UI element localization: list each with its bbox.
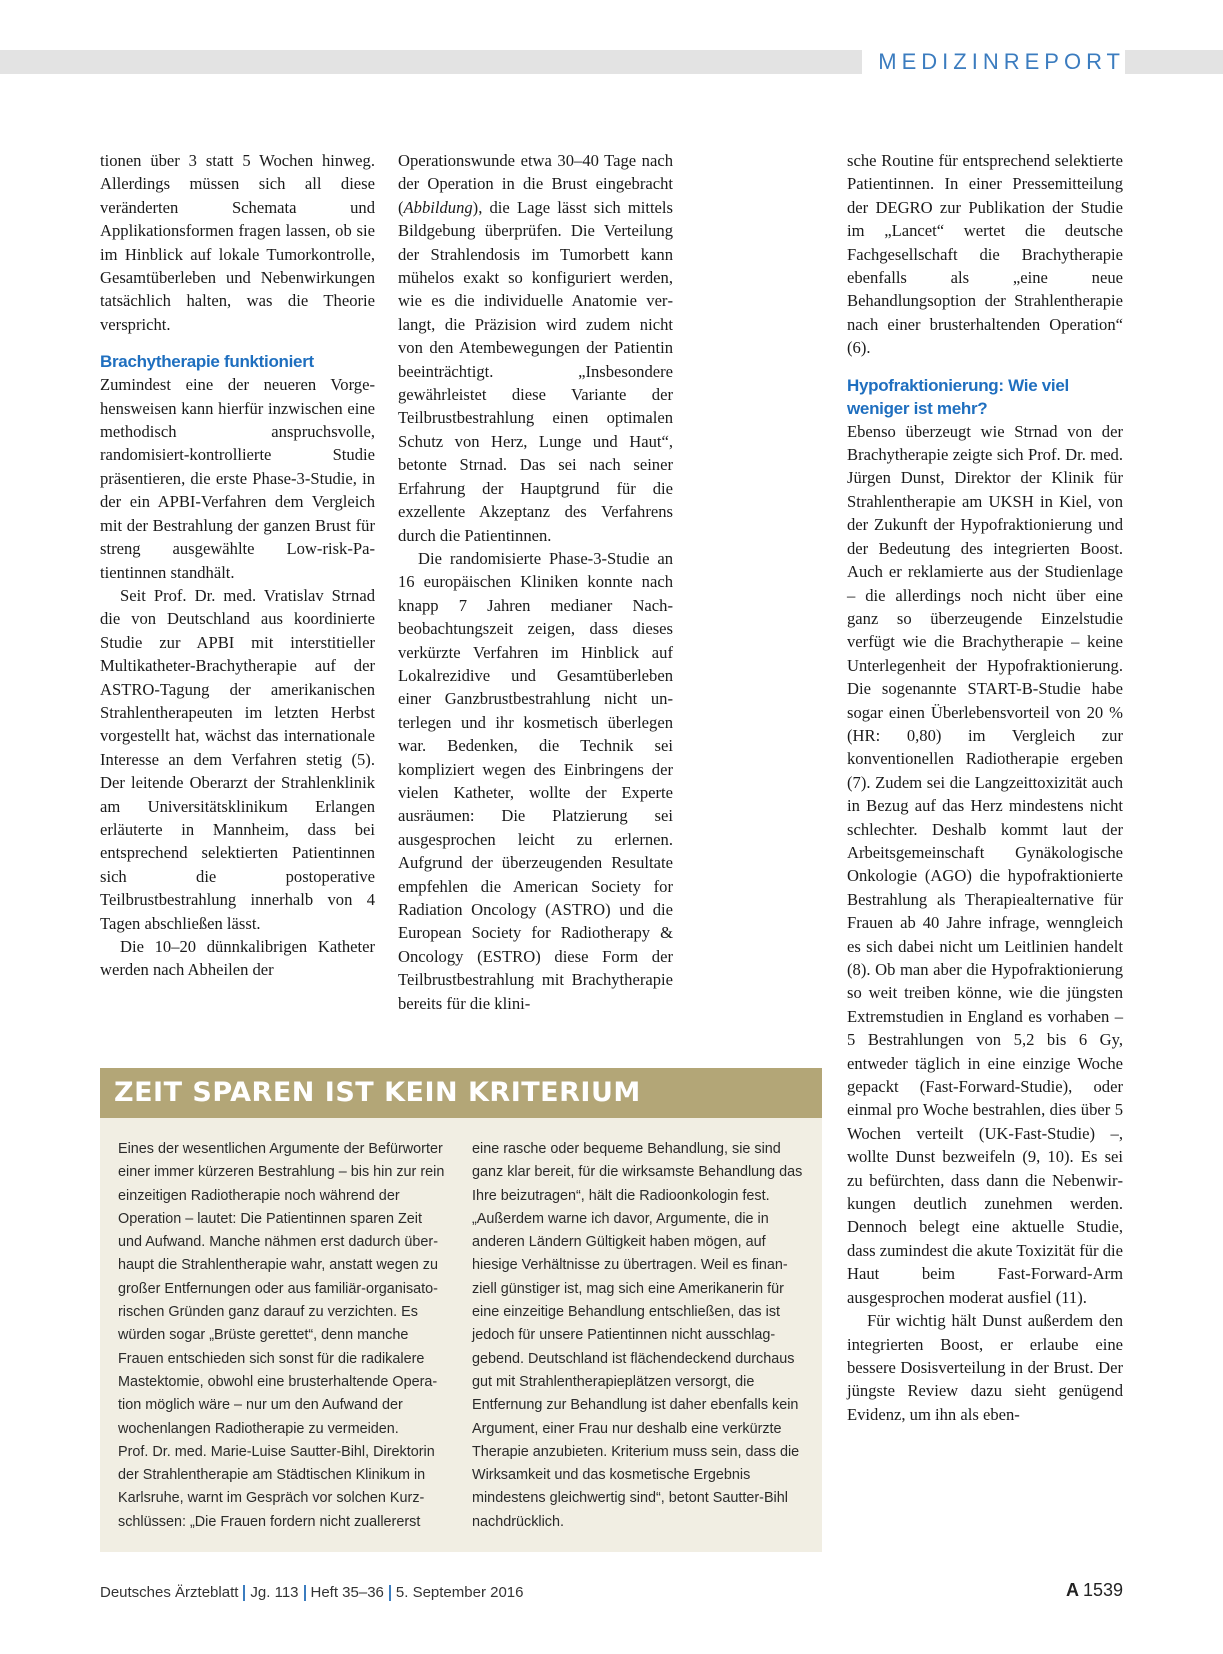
paragraph: tionen über 3 statt 5 Wochen hinweg. Allerdings müssen sich all diese veränderten Schemata und Applikationsformen fragen lassen, ob sie im Hinblick auf lokale Tumorkontrolle, Gesamtüberleben und Nebenwirkungen tatsächlich halten, was die Theorie verspricht. [100,151,375,334]
journal-name: Deutsches Ärzteblatt [100,1584,239,1601]
article-column-1 [100,149,375,982]
divider [243,1585,245,1601]
paragraph: Die 10–20 dünnkalibrigen Katheter werden nach Abheilen der [100,937,375,980]
paragraph: Zumindest eine der neueren Vorgehensweisen kann hierfür inzwischen eine methodisch anspruchsvolle, randomisiert-kontrollierte Studie präsentieren, die erste Phase-3-Studie, in der ein APBI-Verfahren dem Vergleich mit der Bestrahlung der ganzen Brust für streng ausgewählte Low-risk-Patientinnen standhält. [100,375,375,582]
paragraph: Ebenso überzeugt wie Strnad von der Brachytherapie zeigte sich Prof. Dr. med. Jürgen Dunst, Direktor der Klinik für Strahlentherapie am UKSH in Kiel, von der Zukunft der Hypofraktionierung und der Bedeutung des integrierten Boost. Auch er reklamierte aus der Studienlage – die allerdings noch nicht über eine ganz so überzeugende Einzelstudie verfügt wie die Brachytherapie – keine Unterlegenheit der Hypofraktionierung. Die sogenannte START-B-Studie habe sogar einen Überlebensvorteil von 20 % (HR: 0,80) im Vergleich zur konventionellen Radiotherapie ergeben (7). Zudem sei die Langzeittoxizität auch in Bezug auf das Herz mindestens nicht schlechter. Deshalb kommt laut der Arbeitsgemeinschaft Gynäkologische Onkologie (AGO) die hypofraktionierte Bestrahlung als Therapiealternative für Frauen ab 40 Jahre infrage, wenngleich es sich dabei nicht um Leitlinien handelt (8). Ob man aber die Hypofraktionierung so weit treiben könne, wie die jüngsten Extremstudien in England es vorhaben – 5 Bestrahlungen von 5,2 bis 6 Gy, entweder täglich in eine einzige Woche gepackt (Fast-Forward-Studie), oder einmal pro Woche bestrahlen, dies über 5 Wochen verteilt (UK-Fast-Studie) –, wollte Dunst bezweifeln (9, 10). Es sei zu befürchten, dass dann die Nebenwirkungen deutlich zunehmen werden. Dennoch belegt eine aktuelle Studie, dass zumindest die akute Toxizität für die Haut beim Fast-Forward-Arm ausgesprochen moderat ausfiel (11). [847,421,1123,1307]
info-box [100,1068,822,1552]
section-label: MEDIZINREPORT [862,48,1125,76]
article-column-2 [398,149,673,1015]
section-heading: Hypofraktionierung: Wie viel weniger ist mehr? [847,375,1069,418]
issue: Heft 35–36 [310,1584,384,1601]
paragraph: Die randomisierte Phase-3-Studie an 16 europäischen Kliniken konnte nach knapp 7 Jahren medianer Nachbeobachtungszeit zeigen, dass dieses verkürzte Verfahren im Hinblick auf Lokalrezidive und Gesamtüberleben einer Ganzbrustbestrahlung nicht unterlegen und ihr kosmetisch überlegen war. Bedenken, die Technik sei kompliziert wegen des Einbringens der vielen Katheter, wollte der Experte ausräumen: Die Platzierung sei ausgesprochen leicht zu erlernen. Aufgrund der überzeugenden Resultate empfehlen die American Society for Radiation Oncology (ASTRO) und die European Society for Radiotherapy & Oncology (ESTRO) diese Form der Teilbrustbestrahlung mit Brachytherapie bereits für die klini- [398,548,673,1013]
info-box-paragraph: Prof. Dr. med. Marie-Luise Sautter-Bihl, Direktorin der Strahlentherapie am Städtischen Klinikum in Karlsruhe, warnt im Gespräch vor solchen Kurzschlüssen: „Die Frauen fordern nicht zuallererst [118,1443,435,1530]
info-box-column-2 [472,1138,804,1534]
article-column-3 [847,149,1123,1426]
paragraph: Für wichtig hält Dunst außerdem den integrierten Boost, er erlaube eine bessere Dosisverteilung in der Brust. Der jüngste Review dazu sieht genügend Evidenz, um ihn als eben- [847,1311,1123,1424]
divider [389,1585,391,1601]
info-box-paragraph: eine rasche oder bequeme Behandlung, sie sind ganz klar bereit, für die wirksamste Behandlung das Ihre beizutragen“, hält die Radioonkologin fest. „Außerdem warne ich davor, Argumente, die in anderen Ländern Gültigkeit haben mögen, auf hiesige Verhältnisse zu übertragen. Weil es finanziell günstiger ist, mag sich eine Amerikanerin für eine einzeitige Behandlung entschließen, das ist jedoch für unsere Patientinnen nicht ausschlaggebend. Deutschland ist flächendeckend durchaus gut mit Strahlentherapieplätzen versorgt, die Entfernung zur Behandlung ist daher ebenfalls kein Argument, einer Frau nur deshalb eine verkürzte Therapie anzubieten. Kriterium muss sein, dass die Wirksamkeit und das kosmetische Ergebnis mindestens gleichwertig sind“, betont Sautter-Bihl nachdrücklich. [472,1141,803,1530]
text-run: Operationswunde etwa 30–40 Tage nach der Operation in die Brust eingebracht ( [398,151,673,217]
page-prefix: A [1065,1580,1079,1600]
footer-citation [100,1584,523,1601]
publication-date: 5. September 2016 [395,1584,524,1601]
paragraph: Seit Prof. Dr. med. Vratislav Strnad die von Deutschland aus koordinierte Studie zur APBI mit interstitieller Multikatheter-Brachytherapie auf der ASTRO-Tagung der amerikanischen Strahlentherapeuten im letzten Herbst vorgestellt hat, wächst das internationale Interesse an dem Verfahren stetig (5). Der leitende Oberarzt der Strahlenklinik am Universitätsklinikum Erlangen erläuterte in Mannheim, dass bei entsprechend selektierten Patientinnen sich die postoperative Teilbrustbestrahlung innerhalb von 4 Tagen abschließen lässt. [100,585,375,933]
text-run: ), die Lage lässt sich mittels Bildgebung überprüfen. Die Verteilung der Strahlendosis im Tumorbett kann mühelos exakt so konfiguriert werden, wie es die individuelle Anatomie verlangt, die Präzision wird zudem nicht von den Atembewegungen der Patientin beeinträchtigt. „Insbesondere gewährleistet diese Variante der Teilbrustbestrahlung einen optimalen Schutz von Herz, Lunge und Haut“, betonte Strnad. Das sei nach seiner Erfahrung der Hauptgrund für die exzellente Akzeptanz des Verfahrens durch die Patientinnen. [398,197,673,545]
page-number [1066,1580,1123,1601]
volume: Jg. 113 [250,1584,299,1601]
section-heading: Brachytherapie funktioniert [100,352,314,372]
info-box-column-1 [118,1138,448,1534]
info-box-title: ZEIT SPAREN IST KEIN KRITERIUM [100,1068,822,1118]
paragraph [398,149,673,547]
page-number-value: 1539 [1082,1580,1123,1600]
info-box-paragraph: Eines der wesentlichen Argumente der Befürworter einer immer kürzeren Bestrahlung – bis hin zur rein einzeitigen Radiotherapie noch während der Operation – lautet: Die Patientinnen sparen Zeit und Aufwand. Manche nähmen erst dadurch überhaupt die Strahlentherapie wahr, anstatt wegen zu großer Entfernungen oder aus familiär-organisatorischen Gründen ganz darauf zu verzichten. Es würden sogar „Brüste gerettet“, denn manche Frauen entschieden sich sonst für die radikalere Mastektomie, obwohl eine brusterhaltende Operation möglich wäre – nur um den Aufwand der wochenlangen Radiotherapie zu vermeiden. [118,1141,445,1437]
divider [304,1585,306,1601]
figure-reference: Abbildung [403,197,473,217]
paragraph: sche Routine für entsprechend selektierte Patientinnen. In einer Pressemitteilung der DEGRO zur Publikation der Studie im „Lancet“ wertet die deutsche Fachgesellschaft die Brachytherapie ebenfalls als „eine neue Behandlungsoption der Strahlentherapie nach einer brusterhaltenden Operation“ (6). [847,151,1123,358]
